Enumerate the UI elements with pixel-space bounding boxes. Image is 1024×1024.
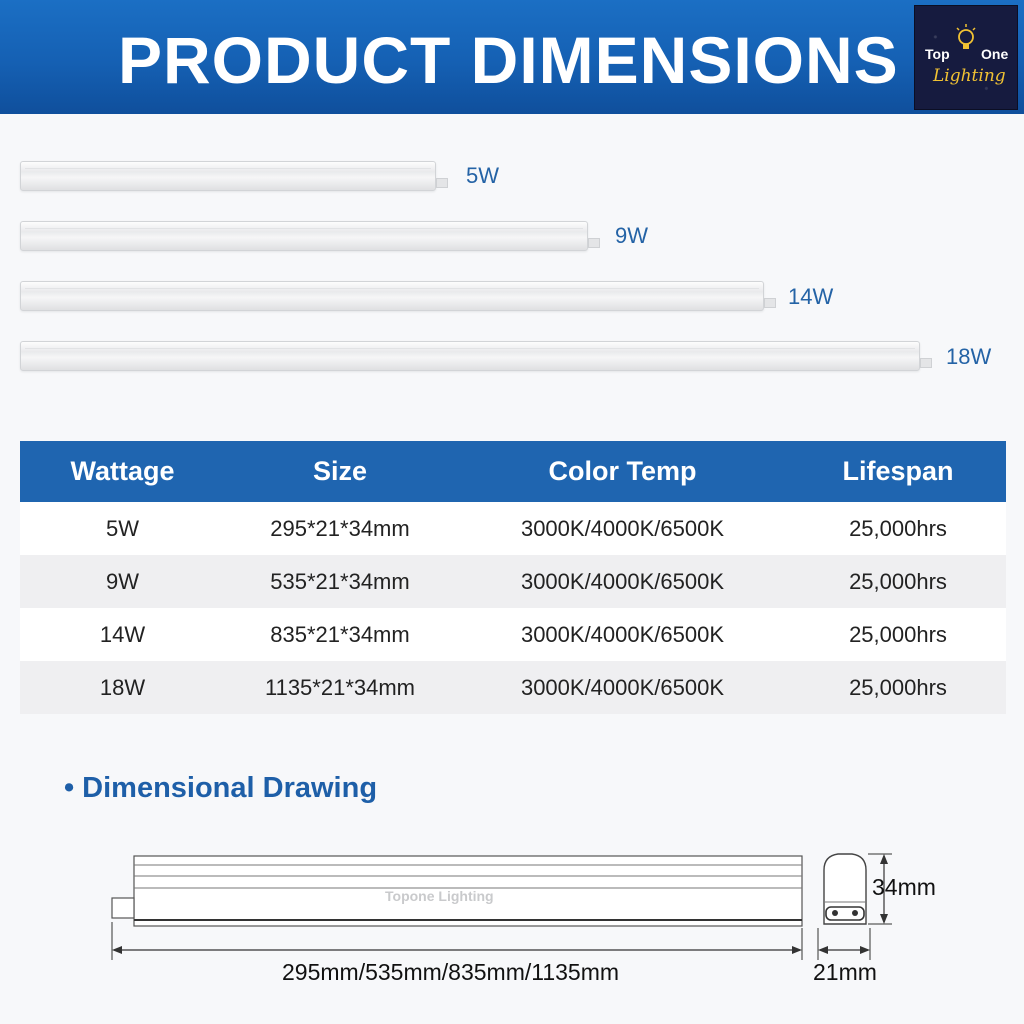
page-title: PRODUCT DIMENSIONS bbox=[118, 23, 899, 97]
cell-wattage: 18W bbox=[20, 661, 225, 714]
spec-table bbox=[20, 441, 1006, 714]
tube-end-cap bbox=[436, 178, 448, 188]
header-size: Size bbox=[225, 441, 455, 502]
dimension-width-label: 21mm bbox=[813, 959, 877, 985]
cell-lifespan: 25,000hrs bbox=[790, 608, 1006, 661]
section-heading-text: Dimensional Drawing bbox=[82, 772, 378, 804]
cell-wattage: 14W bbox=[20, 608, 225, 661]
cell-size: 295*21*34mm bbox=[225, 502, 455, 555]
header-color-temp: Color Temp bbox=[455, 441, 790, 502]
tube-end-cap bbox=[764, 298, 776, 308]
tube-label-5w: 5W bbox=[466, 163, 499, 188]
logo-lighting-word: Lighting bbox=[933, 66, 1006, 86]
dimension-height-label: 34mm bbox=[872, 874, 936, 900]
tube-label-14w: 14W bbox=[788, 284, 834, 309]
tube-end-cap bbox=[920, 358, 932, 368]
tube-body bbox=[20, 281, 764, 311]
table-header-row bbox=[20, 441, 1006, 502]
bullet-icon: • bbox=[64, 772, 75, 804]
lightbulb-icon bbox=[955, 24, 977, 54]
cell-color-temp: 3000K/4000K/6500K bbox=[455, 502, 790, 555]
cell-lifespan: 25,000hrs bbox=[790, 502, 1006, 555]
cell-color-temp: 3000K/4000K/6500K bbox=[455, 608, 790, 661]
header-wattage: Wattage bbox=[20, 441, 225, 502]
table-row bbox=[20, 661, 1006, 714]
tube-body bbox=[20, 221, 588, 251]
tube-body bbox=[20, 161, 436, 191]
header-banner bbox=[0, 0, 1024, 114]
cell-color-temp: 3000K/4000K/6500K bbox=[455, 661, 790, 714]
cell-wattage: 5W bbox=[20, 502, 225, 555]
tube-label-18w: 18W bbox=[946, 344, 992, 369]
watermark-text: Topone Lighting bbox=[385, 888, 494, 904]
header-lifespan: Lifespan bbox=[790, 441, 1006, 502]
tube-label-9w: 9W bbox=[615, 223, 648, 248]
cell-lifespan: 25,000hrs bbox=[790, 661, 1006, 714]
cell-color-temp: 3000K/4000K/6500K bbox=[455, 555, 790, 608]
tube-body bbox=[20, 341, 920, 371]
cell-size: 835*21*34mm bbox=[225, 608, 455, 661]
brand-logo bbox=[914, 5, 1018, 110]
dimensional-drawing bbox=[0, 840, 1024, 1000]
cell-wattage: 9W bbox=[20, 555, 225, 608]
section-heading bbox=[64, 772, 377, 805]
table-row bbox=[20, 608, 1006, 661]
cell-size: 535*21*34mm bbox=[225, 555, 455, 608]
logo-one-word: One bbox=[981, 46, 1009, 62]
logo-top-word: Top bbox=[925, 46, 950, 62]
tube-end-cap bbox=[588, 238, 600, 248]
dimension-length-label: 295mm/535mm/835mm/1135mm bbox=[282, 959, 620, 985]
table-row bbox=[20, 502, 1006, 555]
cell-size: 1135*21*34mm bbox=[225, 661, 455, 714]
table-row bbox=[20, 555, 1006, 608]
cell-lifespan: 25,000hrs bbox=[790, 555, 1006, 608]
